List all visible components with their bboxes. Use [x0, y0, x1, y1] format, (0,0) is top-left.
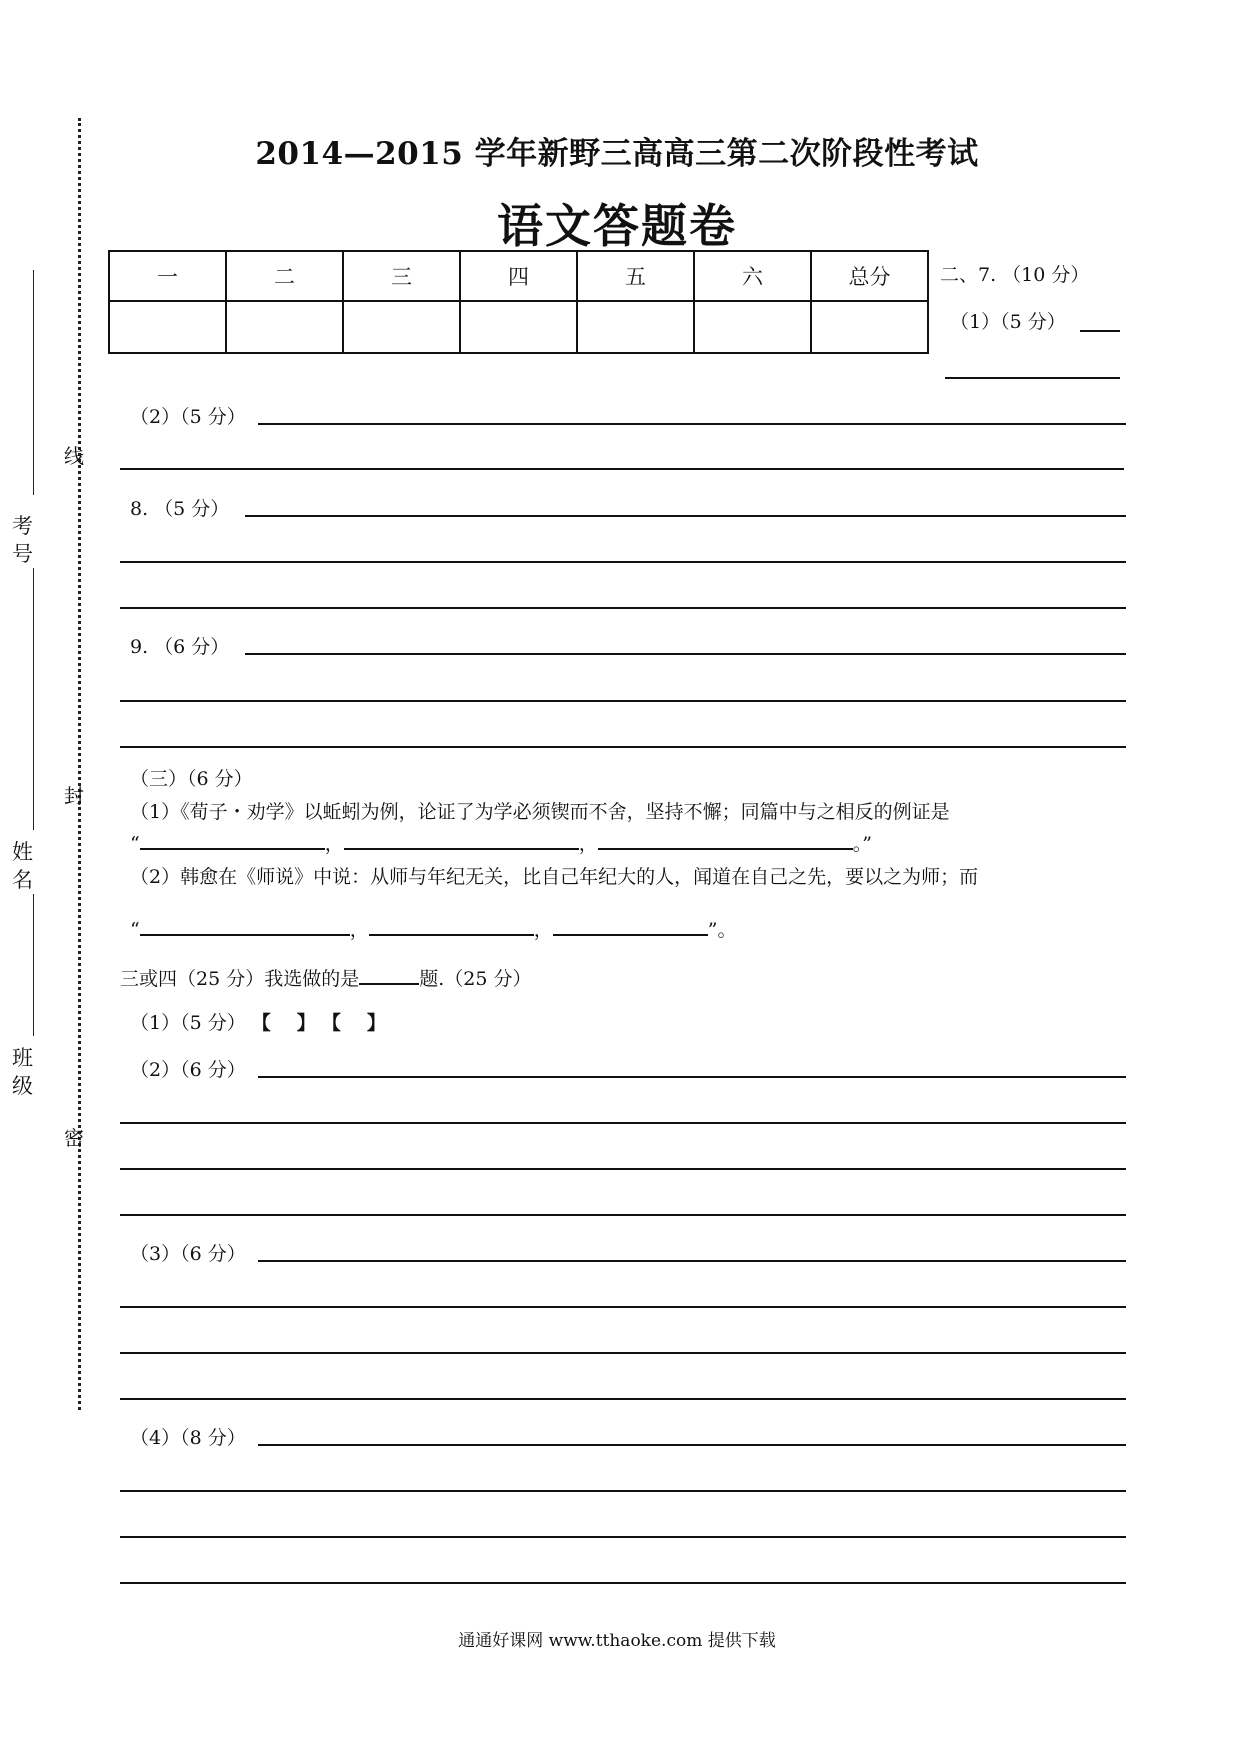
comma: ，: [324, 833, 344, 855]
close-quote: ”。: [707, 919, 737, 941]
fill-blank[interactable]: [344, 828, 579, 850]
score-cell[interactable]: [577, 301, 694, 353]
choice-prefix: 三或四（25 分）我选做的是: [120, 968, 360, 990]
score-col-total: 总分: [811, 251, 928, 301]
comma: ，: [533, 919, 553, 941]
bracket-open: 【: [251, 1012, 271, 1034]
answer-line[interactable]: [120, 1490, 1126, 1492]
section3-p2-text: （2）韩愈在《师说》中说：从师与年纪无关，比自己年纪大的人，闻道在自己之先，要以之为师；而: [130, 866, 979, 888]
choice-p1-label: （1）（5 分）: [130, 1012, 246, 1034]
binding-dotted-line: [78, 118, 81, 1410]
answer-line[interactable]: [258, 1260, 1126, 1262]
score-cell[interactable]: [343, 301, 460, 353]
bracket-close: 】: [366, 1012, 386, 1034]
fill-blank[interactable]: [140, 914, 350, 936]
choice-suffix: 题.（25 分）: [419, 968, 532, 990]
answer-line[interactable]: [120, 1122, 1126, 1124]
bracket-close: 】: [296, 1012, 316, 1034]
answer-line[interactable]: [120, 746, 1126, 748]
class-label: 班级: [12, 1046, 33, 1098]
section3-p1-blanks: [130, 828, 872, 856]
exam-no-label: 考号: [12, 514, 33, 566]
answer-line[interactable]: [245, 653, 1126, 655]
answer-line[interactable]: [120, 1352, 1126, 1354]
footer-source: 通通好课网 www.tthaoke.com 提供下载: [458, 1631, 776, 1651]
q7-part1-label: （1）（5 分）: [950, 311, 1066, 333]
fill-blank[interactable]: [140, 828, 325, 850]
answer-line[interactable]: [120, 700, 1126, 702]
section3-p1-text: （1）《荀子・劝学》以蚯蚓为例，论证了为学必须锲而不舍，坚持不懈；同篇中与之相反的例证是: [130, 801, 950, 823]
answer-line[interactable]: [120, 1582, 1126, 1584]
bracket-open: 【: [321, 1012, 341, 1034]
answer-line[interactable]: [120, 1306, 1126, 1308]
score-cell[interactable]: [226, 301, 343, 353]
answer-line[interactable]: [945, 377, 1120, 379]
choice-p4-label: （4）（8 分）: [130, 1427, 246, 1449]
comma: ，: [349, 919, 369, 941]
choice-p1-line: [130, 1008, 386, 1035]
seal-mark-line: 线: [64, 444, 84, 468]
open-quote: “: [130, 919, 140, 941]
section3-p2-blanks: [130, 914, 736, 942]
answer-line[interactable]: [258, 423, 1126, 425]
answer-sheet-title: 语文答题卷: [497, 199, 737, 253]
score-col-4: 四: [460, 251, 577, 301]
exam-title: 2014—2015 学年新野三高高三第二次阶段性考试: [255, 136, 979, 172]
choice-line: [120, 963, 531, 991]
answer-line[interactable]: [120, 607, 1126, 609]
answer-line[interactable]: [120, 1168, 1126, 1170]
score-col-2: 二: [226, 251, 343, 301]
score-table: [108, 250, 929, 354]
fill-blank[interactable]: [369, 914, 534, 936]
score-col-5: 五: [577, 251, 694, 301]
close-quote: 。”: [852, 833, 872, 855]
name-label: 姓名: [12, 840, 33, 892]
score-cell[interactable]: [811, 301, 928, 353]
fill-blank[interactable]: [598, 828, 853, 850]
exam-no-line: [33, 270, 34, 495]
choice-p3-label: （3）（6 分）: [130, 1243, 246, 1265]
answer-line[interactable]: [1080, 330, 1120, 332]
answer-line[interactable]: [120, 1536, 1126, 1538]
score-cell[interactable]: [460, 301, 577, 353]
q8-label: 8. （5 分）: [130, 498, 230, 520]
open-quote: “: [130, 833, 140, 855]
score-col-6: 六: [694, 251, 811, 301]
answer-line[interactable]: [258, 1444, 1126, 1446]
q7-header: 二、7. （10 分）: [940, 264, 1090, 286]
seal-mark-seal: 封: [64, 784, 84, 808]
fill-blank[interactable]: [553, 914, 708, 936]
answer-line[interactable]: [120, 468, 1124, 470]
seal-mark-secret: 密: [64, 1126, 84, 1150]
name-line: [33, 568, 34, 830]
answer-line[interactable]: [120, 1214, 1126, 1216]
score-cell[interactable]: [109, 301, 226, 353]
answer-line[interactable]: [120, 1398, 1126, 1400]
score-col-1: 一: [109, 251, 226, 301]
choice-blank[interactable]: [359, 963, 419, 985]
choice-p2-label: （2）（6 分）: [130, 1059, 246, 1081]
comma: ，: [578, 833, 598, 855]
answer-line[interactable]: [258, 1076, 1126, 1078]
q7-part2-label: （2）（5 分）: [130, 406, 246, 428]
answer-line[interactable]: [245, 515, 1126, 517]
score-col-3: 三: [343, 251, 460, 301]
section3-header: （三）（6 分）: [130, 768, 253, 790]
score-cell[interactable]: [694, 301, 811, 353]
q9-label: 9. （6 分）: [130, 636, 230, 658]
answer-line[interactable]: [120, 561, 1126, 563]
class-line: [33, 894, 34, 1036]
